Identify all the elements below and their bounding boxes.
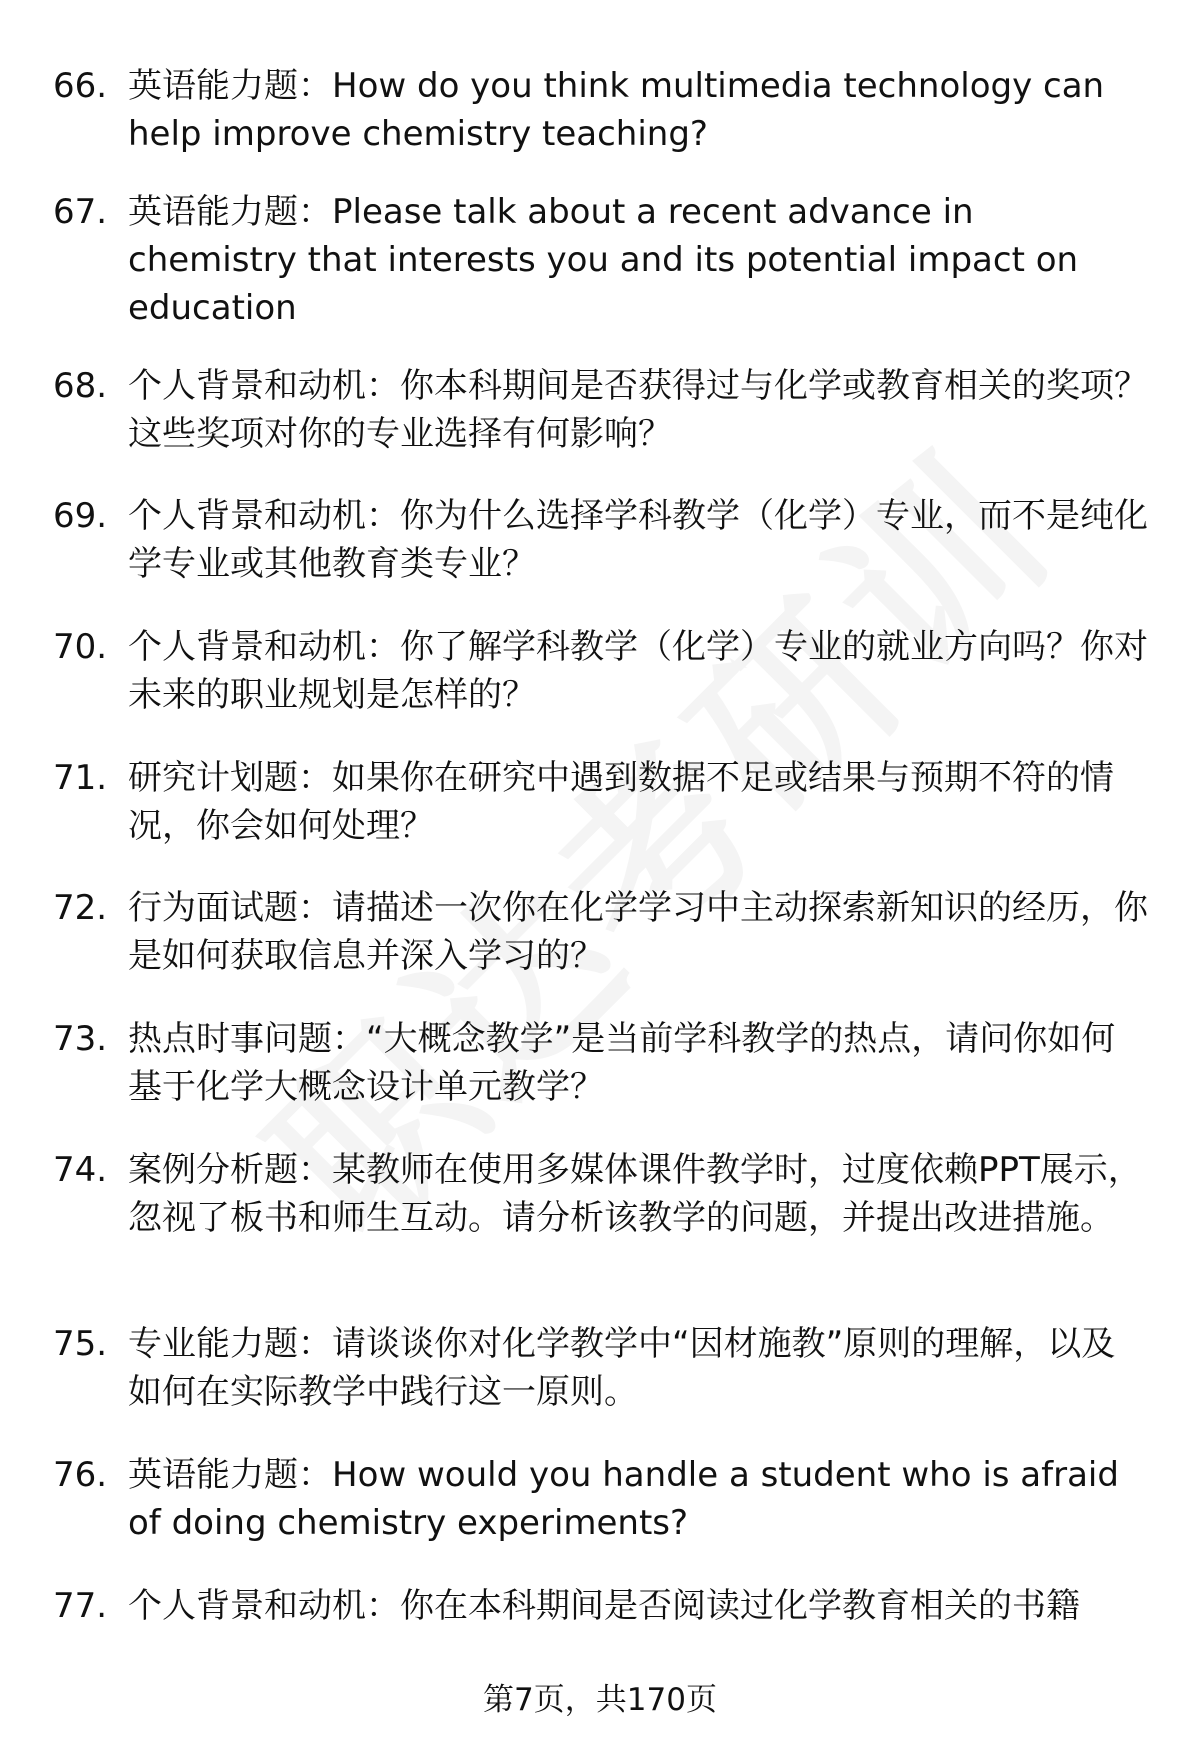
question-number: 68. xyxy=(53,366,108,406)
question-number: 77. xyxy=(53,1586,108,1626)
question-text: 个人背景和动机：你在本科期间是否阅读过化学教育相关的书籍 xyxy=(128,1586,1080,1626)
question-number: 69. xyxy=(53,496,108,536)
question-text: 专业能力题：请谈谈你对化学教学中“因材施教”原则的理解，以及如何在实际教学中践行这一原则。 xyxy=(128,1324,1116,1412)
question-number: 71. xyxy=(53,758,108,798)
question-text: 英语能力题：How would you handle a student who is afraid of doing chemistry experiments? xyxy=(128,1455,1119,1543)
question-number: 72. xyxy=(53,888,108,928)
question-number: 70. xyxy=(53,627,108,667)
question-text: 行为面试题：请描述一次你在化学学习中主动探索新知识的经历，你是如何获取信息并深入学习的？ xyxy=(128,888,1148,976)
page-number-footer: 第7页，共170页 xyxy=(483,1682,717,1718)
question-text: 案例分析题：某教师在使用多媒体课件教学时，过度依赖PPT展示，忽视了板书和师生互动。请分析该教学的问题，并提出改进措施。 xyxy=(128,1150,1142,1238)
question-text: 个人背景和动机：你了解学科教学（化学）专业的就业方向吗？你对未来的职业规划是怎样的？ xyxy=(128,627,1148,715)
question-text: 个人背景和动机：你为什么选择学科教学（化学）专业，而不是纯化学专业或其他教育类专业？ xyxy=(128,496,1148,584)
question-number: 66. xyxy=(53,66,108,106)
question-number: 76. xyxy=(53,1455,108,1495)
question-text: 研究计划题：如果你在研究中遇到数据不足或结果与预期不符的情况，你会如何处理？ xyxy=(128,758,1114,846)
question-number: 73. xyxy=(53,1019,108,1059)
question-text: 英语能力题：How do you think multimedia technology can help improve chemistry teaching? xyxy=(128,66,1105,154)
question-text: 英语能力题：Please talk about a recent advance in chemistry that interests you and its potential impact on education xyxy=(128,192,1079,328)
question-text: 个人背景和动机：你本科期间是否获得过与化学或教育相关的奖项？这些奖项对你的专业选择有何影响？ xyxy=(128,366,1148,454)
question-number: 75. xyxy=(53,1324,108,1364)
question-number: 67. xyxy=(53,192,108,232)
question-number: 74. xyxy=(53,1150,108,1190)
question-text: 热点时事问题：“大概念教学”是当前学科教学的热点，请问你如何基于化学大概念设计单元教学？ xyxy=(128,1019,1116,1107)
